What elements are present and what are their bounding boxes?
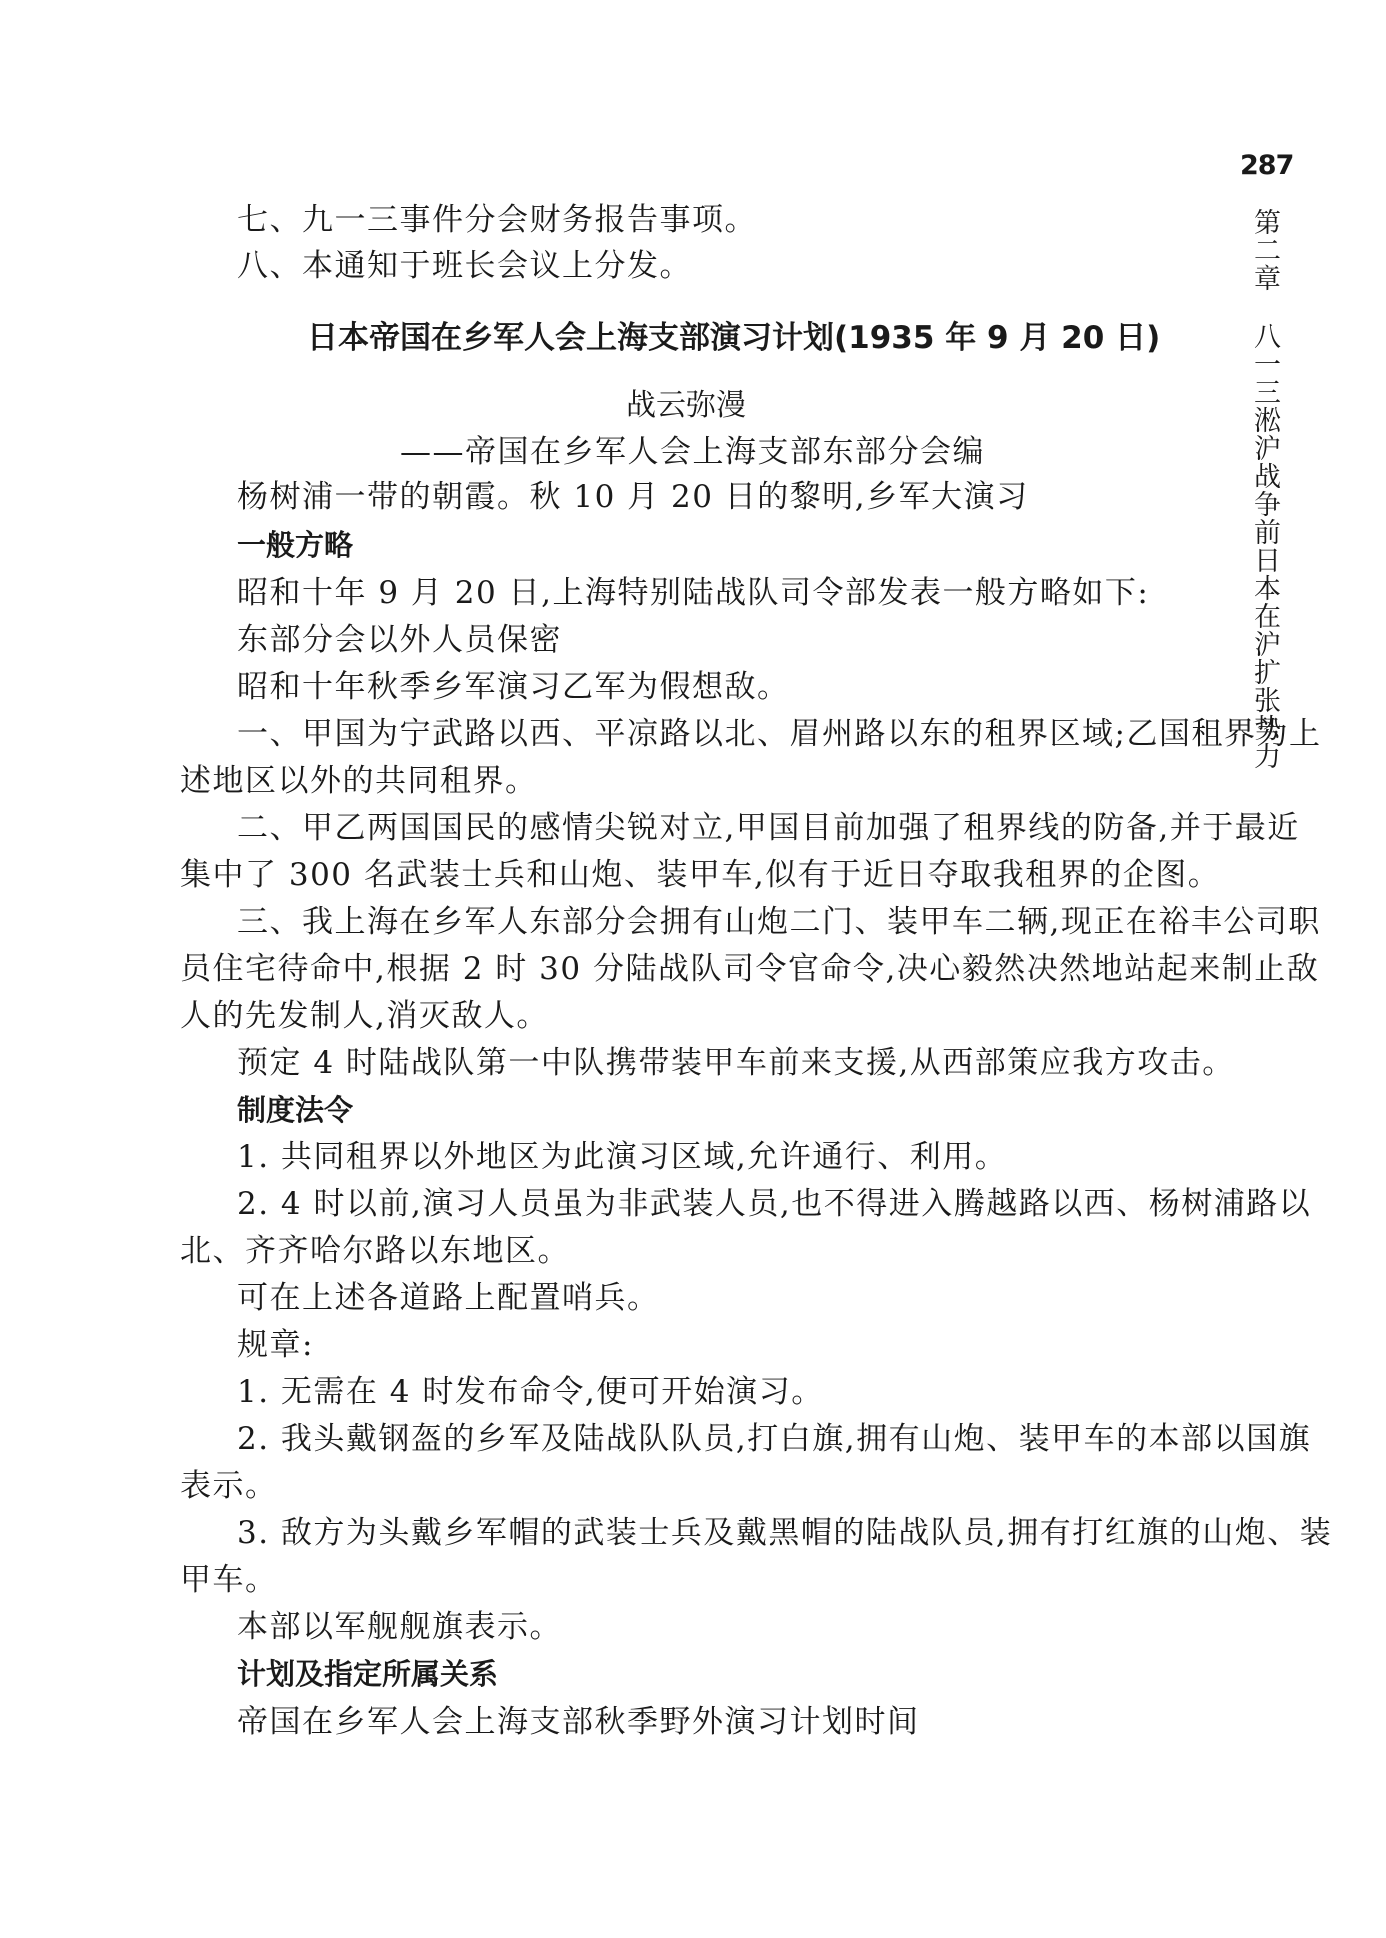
subtitle-byline: ——帝国在乡军人会上海支部东部分会编 <box>400 434 985 470</box>
paragraph-line: 人的先发制人,消灭敌人。 <box>180 998 549 1034</box>
paragraph: 预定 4 时陆战队第一中队携带装甲车前来支援,从西部策应我方攻击。 <box>237 1045 1235 1081</box>
section-heading-plan: 计划及指定所属关系 <box>237 1657 499 1691</box>
paragraph-line: 3. 敌方为头戴乡军帽的武装士兵及戴黑帽的陆战队员,拥有打红旗的山炮、装 <box>237 1515 1333 1551</box>
paragraph-line: 表示。 <box>180 1468 278 1504</box>
section-heading-regulations: 制度法令 <box>237 1093 354 1127</box>
paragraph: 昭和十年 9 月 20 日,上海特别陆战队司令部发表一般方略如下: <box>237 575 1150 611</box>
paragraph: 1. 无需在 4 时发布命令,便可开始演习。 <box>237 1374 824 1410</box>
paragraph-line: 甲车。 <box>180 1562 278 1598</box>
paragraph: 本部以军舰舰旗表示。 <box>237 1609 562 1645</box>
item-7: 七、九一三事件分会财务报告事项。 <box>237 202 757 238</box>
paragraph: 规章: <box>237 1327 314 1363</box>
paragraph: 东部分会以外人员保密 <box>237 622 562 658</box>
subtitle: 战云弥漫 <box>626 388 746 423</box>
section-heading-general: 一般方略 <box>237 528 354 562</box>
item-8: 八、本通知于班长会议上分发。 <box>237 248 692 284</box>
paragraph-line: 述地区以外的共同租界。 <box>180 763 538 799</box>
running-head <box>1245 208 1281 770</box>
paragraph-line: 员住宅待命中,根据 2 时 30 分陆战队司令官命令,决心毅然决然地站起来制止敌 <box>180 951 1320 987</box>
paragraph: 帝国在乡军人会上海支部秋季野外演习计划时间 <box>237 1704 920 1740</box>
paragraph: 昭和十年秋季乡军演习乙军为假想敌。 <box>237 669 790 705</box>
running-head-chapter: 第二章 <box>1249 208 1280 292</box>
paragraph-line: 2. 我头戴钢盔的乡军及陆战队队员,打白旗,拥有山炮、装甲车的本部以国旗 <box>237 1421 1312 1457</box>
paragraph-line: 一、甲国为宁武路以西、平凉路以北、眉州路以东的租界区域;乙国租界为上 <box>237 716 1322 752</box>
paragraph-line: 二、甲乙两国国民的感情尖锐对立,甲国目前加强了租界线的防备,并于最近 <box>237 810 1300 846</box>
running-head-title: 八一三淞沪战争前日本在沪扩张势力 <box>1249 322 1280 770</box>
paragraph-line: 三、我上海在乡军人东部分会拥有山炮二门、装甲车二辆,现正在裕丰公司职 <box>237 904 1321 940</box>
paragraph-line: 北、齐齐哈尔路以东地区。 <box>180 1233 570 1269</box>
paragraph: 1. 共同租界以外地区为此演习区域,允许通行、利用。 <box>237 1139 1008 1175</box>
page-number: 287 <box>1240 150 1294 181</box>
paragraph-line: 2. 4 时以前,演习人员虽为非武装人员,也不得进入腾越路以西、杨树浦路以 <box>237 1186 1312 1222</box>
paragraph: 可在上述各道路上配置哨兵。 <box>237 1280 660 1316</box>
document-title: 日本帝国在乡军人会上海支部演习计划(1935 年 9 月 20 日) <box>307 320 1161 356</box>
intro-line: 杨树浦一带的朝霞。秋 10 月 20 日的黎明,乡军大演习 <box>237 479 1029 515</box>
paragraph-line: 集中了 300 名武装士兵和山炮、装甲车,似有于近日夺取我租界的企图。 <box>180 857 1221 893</box>
